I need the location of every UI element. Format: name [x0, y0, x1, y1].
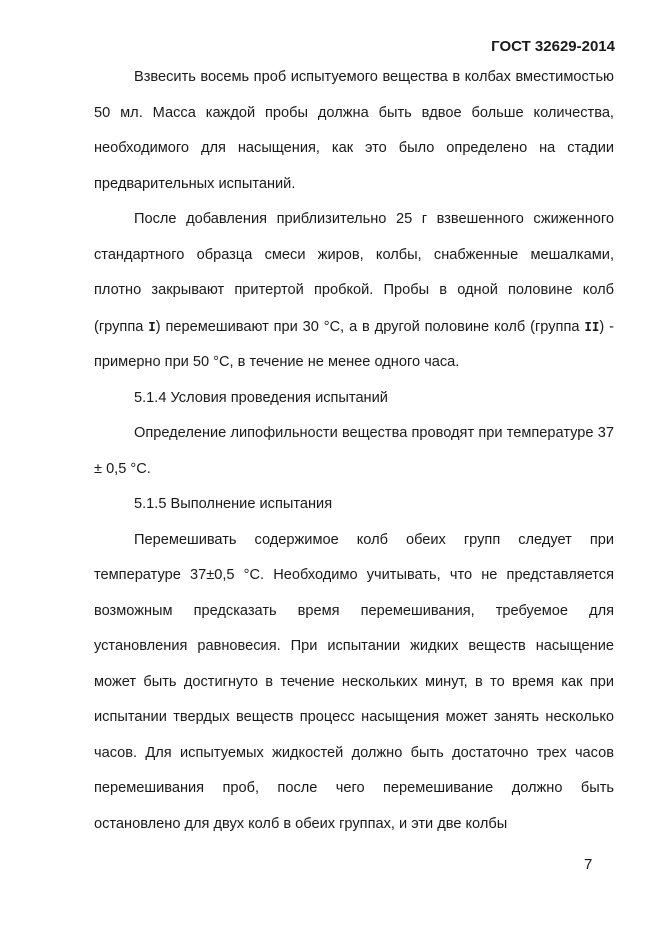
paragraph-procedure: Перемешивать содержимое колб обеих групп следует при температуре 37±0,5 °C. Необходимо учитывать, что не представляется возможным предсказать время перемешивания, требуемое для установления равновесия. При испытании жидких веществ насыщение может быть достигнуто в течение нескольких минут, в то время как при испытании твердых веществ процесс насыщения может занять несколько часов. Для испытуемых жидкостей должно быть достаточно трех часов перемешивания проб, после чего перемешивание должно быть остановлено для двух колб в обеих группах, и эти две колбы — [94, 531, 614, 832]
section-heading-5-1-4: 5.1.4 Условия проведения испытаний — [134, 389, 388, 406]
paragraph-conditions: Определение липофильности вещества проводят при температуре 37 ± 0,5 °C. — [94, 425, 614, 477]
paragraph-text: ) перемешивают при 30 °C, а в другой половине колб (группа — [155, 318, 585, 335]
paragraph-weighing: Взвесить восемь проб испытуемого вещества в колбах вместимостью 50 мл. Масса каждой пробы должна быть вдвое больше количества, необходимого для насыщения, как это было определено на стадии предварительных испытаний. — [94, 69, 614, 192]
section-heading-5-1-5: 5.1.5 Выполнение испытания — [134, 496, 333, 512]
document-header: ГОСТ 32629-2014 — [491, 38, 615, 55]
page-number: 7 — [584, 856, 593, 873]
paragraph-mixing-groups — [94, 202, 614, 381]
group-label: II — [584, 318, 600, 334]
paragraph-text: ) - примерно при 50 °C, в течение не менее одного часа. — [94, 318, 614, 370]
paragraph-text: После добавления приблизительно 25 г взвешенного сжиженного стандартного образца смеси жиров, колбы, снабженные мешалками, плотно закрывают притертой пробкой. Пробы в одной половине колб (группа — [94, 211, 614, 335]
document-body — [94, 60, 614, 842]
group-label: I — [148, 318, 156, 334]
